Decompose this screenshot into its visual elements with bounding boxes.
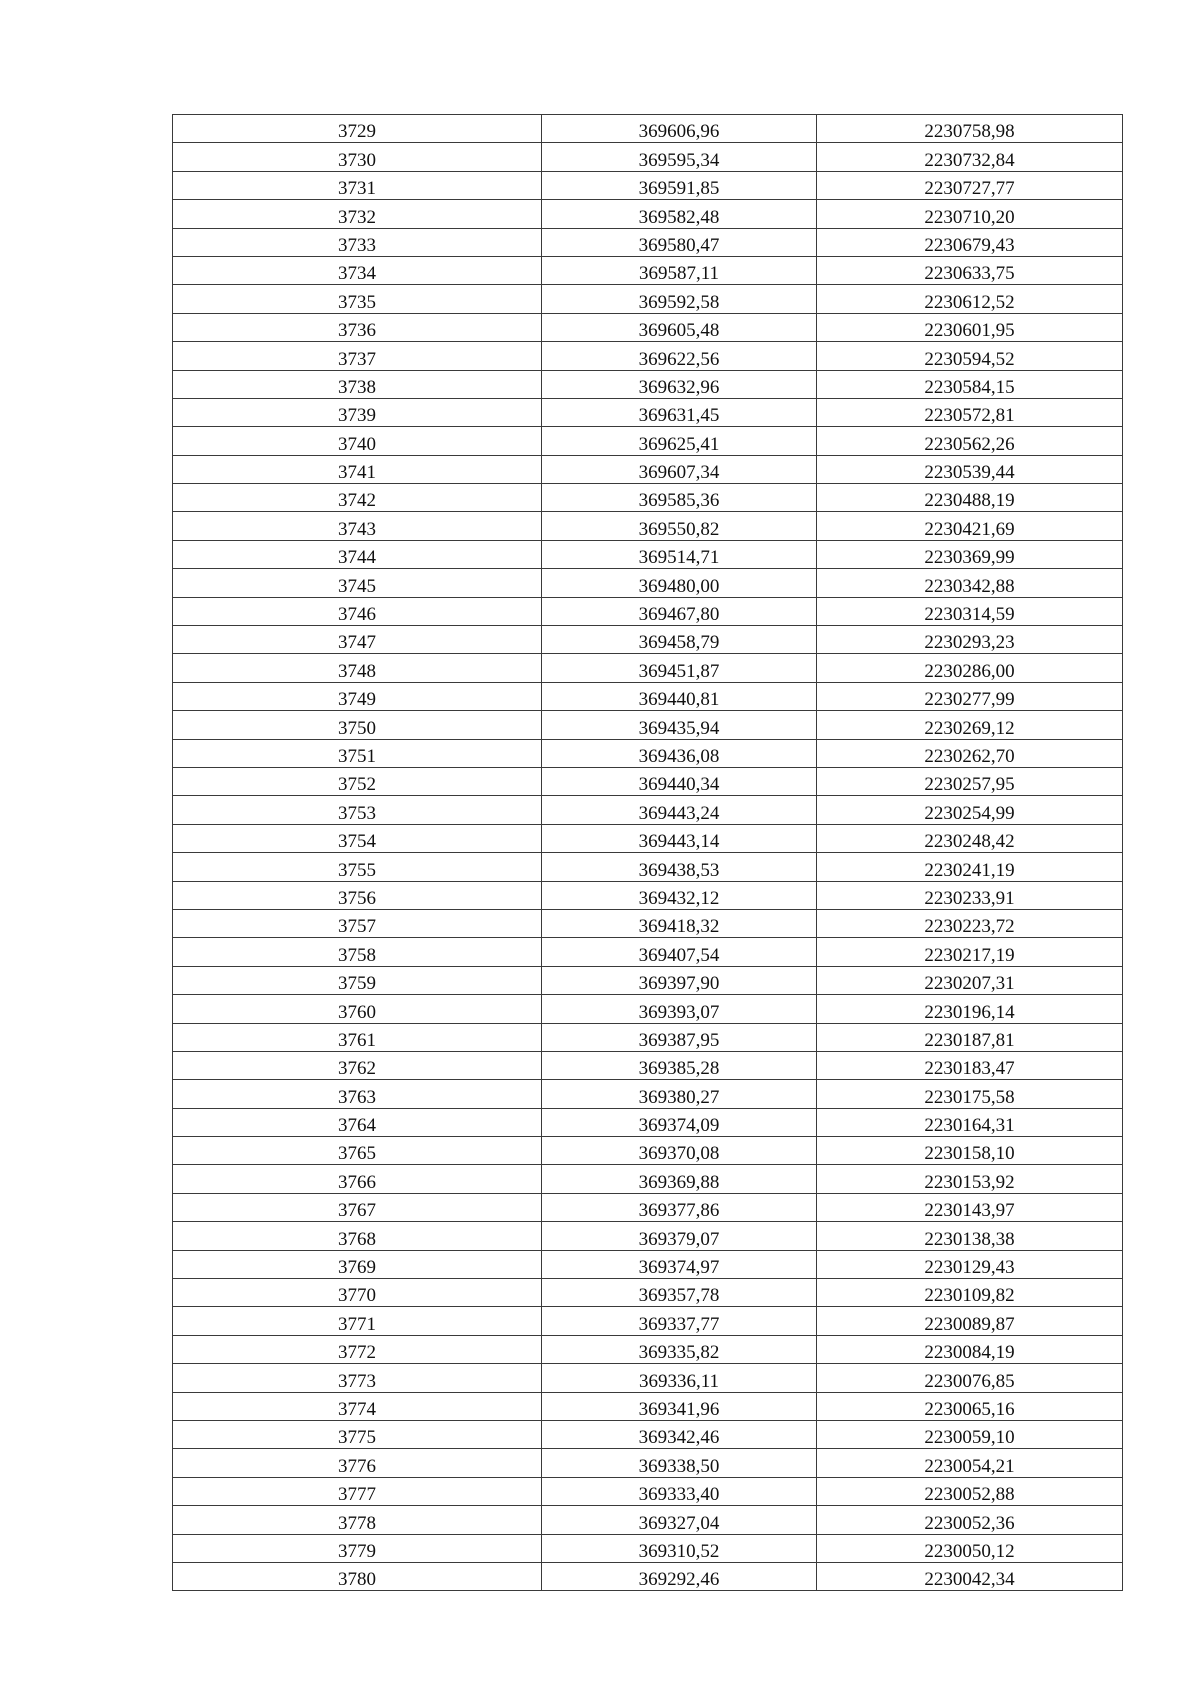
table-row (173, 1335, 1123, 1363)
x-coordinate-cell: 369582,48 (542, 200, 817, 228)
table-row (173, 398, 1123, 426)
x-coordinate-cell: 369407,54 (542, 938, 817, 966)
y-coordinate-cell: 2230277,99 (817, 682, 1123, 710)
point-number-cell: 3738 (173, 370, 542, 398)
point-number-cell: 3731 (173, 171, 542, 199)
y-coordinate-cell: 2230052,36 (817, 1506, 1123, 1534)
table-row (173, 1193, 1123, 1221)
point-number-cell: 3770 (173, 1279, 542, 1307)
y-coordinate-cell: 2230187,81 (817, 1023, 1123, 1051)
point-number-cell: 3771 (173, 1307, 542, 1335)
y-coordinate-cell: 2230109,82 (817, 1279, 1123, 1307)
table-row (173, 200, 1123, 228)
table-row (173, 1477, 1123, 1505)
y-coordinate-cell: 2230314,59 (817, 597, 1123, 625)
x-coordinate-cell: 369374,97 (542, 1250, 817, 1278)
point-number-cell: 3766 (173, 1165, 542, 1193)
y-coordinate-cell: 2230293,23 (817, 626, 1123, 654)
x-coordinate-cell: 369379,07 (542, 1222, 817, 1250)
table-row (173, 228, 1123, 256)
y-coordinate-cell: 2230254,99 (817, 796, 1123, 824)
x-coordinate-cell: 369342,46 (542, 1420, 817, 1448)
y-coordinate-cell: 2230257,95 (817, 767, 1123, 795)
y-coordinate-cell: 2230727,77 (817, 171, 1123, 199)
y-coordinate-cell: 2230601,95 (817, 313, 1123, 341)
point-number-cell: 3779 (173, 1534, 542, 1562)
coordinates-table-body (173, 115, 1123, 1591)
table-row (173, 1364, 1123, 1392)
y-coordinate-cell: 2230059,10 (817, 1420, 1123, 1448)
point-number-cell: 3772 (173, 1335, 542, 1363)
x-coordinate-cell: 369335,82 (542, 1335, 817, 1363)
x-coordinate-cell: 369622,56 (542, 342, 817, 370)
table-row (173, 540, 1123, 568)
x-coordinate-cell: 369387,95 (542, 1023, 817, 1051)
table-row (173, 1420, 1123, 1448)
x-coordinate-cell: 369606,96 (542, 115, 817, 143)
point-number-cell: 3767 (173, 1193, 542, 1221)
table-row (173, 853, 1123, 881)
table-row (173, 484, 1123, 512)
x-coordinate-cell: 369380,27 (542, 1080, 817, 1108)
table-row (173, 1250, 1123, 1278)
table-row (173, 1506, 1123, 1534)
x-coordinate-cell: 369337,77 (542, 1307, 817, 1335)
x-coordinate-cell: 369592,58 (542, 285, 817, 313)
table-row (173, 1222, 1123, 1250)
table-row (173, 1534, 1123, 1562)
point-number-cell: 3757 (173, 909, 542, 937)
x-coordinate-cell: 369591,85 (542, 171, 817, 199)
y-coordinate-cell: 2230183,47 (817, 1051, 1123, 1079)
table-row (173, 1562, 1123, 1590)
y-coordinate-cell: 2230488,19 (817, 484, 1123, 512)
table-row (173, 1080, 1123, 1108)
y-coordinate-cell: 2230217,19 (817, 938, 1123, 966)
table-row (173, 881, 1123, 909)
x-coordinate-cell: 369385,28 (542, 1051, 817, 1079)
y-coordinate-cell: 2230262,70 (817, 739, 1123, 767)
point-number-cell: 3735 (173, 285, 542, 313)
y-coordinate-cell: 2230084,19 (817, 1335, 1123, 1363)
x-coordinate-cell: 369418,32 (542, 909, 817, 937)
x-coordinate-cell: 369605,48 (542, 313, 817, 341)
y-coordinate-cell: 2230138,38 (817, 1222, 1123, 1250)
table-row (173, 171, 1123, 199)
table-row (173, 626, 1123, 654)
table-row (173, 1108, 1123, 1136)
table-row (173, 1165, 1123, 1193)
table-row (173, 569, 1123, 597)
table-row (173, 342, 1123, 370)
table-row (173, 143, 1123, 171)
table-row (173, 256, 1123, 284)
point-number-cell: 3758 (173, 938, 542, 966)
x-coordinate-cell: 369310,52 (542, 1534, 817, 1562)
x-coordinate-cell: 369436,08 (542, 739, 817, 767)
table-row (173, 427, 1123, 455)
table-row (173, 938, 1123, 966)
point-number-cell: 3764 (173, 1108, 542, 1136)
table-row (173, 1023, 1123, 1051)
x-coordinate-cell: 369631,45 (542, 398, 817, 426)
y-coordinate-cell: 2230369,99 (817, 540, 1123, 568)
table-row (173, 285, 1123, 313)
x-coordinate-cell: 369435,94 (542, 711, 817, 739)
table-row (173, 115, 1123, 143)
y-coordinate-cell: 2230539,44 (817, 455, 1123, 483)
y-coordinate-cell: 2230143,97 (817, 1193, 1123, 1221)
y-coordinate-cell: 2230233,91 (817, 881, 1123, 909)
table-row (173, 1051, 1123, 1079)
y-coordinate-cell: 2230612,52 (817, 285, 1123, 313)
y-coordinate-cell: 2230248,42 (817, 824, 1123, 852)
x-coordinate-cell: 369514,71 (542, 540, 817, 568)
x-coordinate-cell: 369443,24 (542, 796, 817, 824)
point-number-cell: 3780 (173, 1562, 542, 1590)
y-coordinate-cell: 2230164,31 (817, 1108, 1123, 1136)
x-coordinate-cell: 369327,04 (542, 1506, 817, 1534)
point-number-cell: 3768 (173, 1222, 542, 1250)
x-coordinate-cell: 369369,88 (542, 1165, 817, 1193)
point-number-cell: 3769 (173, 1250, 542, 1278)
y-coordinate-cell: 2230286,00 (817, 654, 1123, 682)
x-coordinate-cell: 369443,14 (542, 824, 817, 852)
x-coordinate-cell: 369458,79 (542, 626, 817, 654)
y-coordinate-cell: 2230175,58 (817, 1080, 1123, 1108)
table-row (173, 370, 1123, 398)
point-number-cell: 3741 (173, 455, 542, 483)
point-number-cell: 3733 (173, 228, 542, 256)
y-coordinate-cell: 2230269,12 (817, 711, 1123, 739)
point-number-cell: 3739 (173, 398, 542, 426)
table-row (173, 682, 1123, 710)
y-coordinate-cell: 2230065,16 (817, 1392, 1123, 1420)
x-coordinate-cell: 369377,86 (542, 1193, 817, 1221)
y-coordinate-cell: 2230129,43 (817, 1250, 1123, 1278)
point-number-cell: 3744 (173, 540, 542, 568)
x-coordinate-cell: 369467,80 (542, 597, 817, 625)
y-coordinate-cell: 2230633,75 (817, 256, 1123, 284)
y-coordinate-cell: 2230679,43 (817, 228, 1123, 256)
point-number-cell: 3777 (173, 1477, 542, 1505)
x-coordinate-cell: 369440,81 (542, 682, 817, 710)
table-row (173, 1449, 1123, 1477)
table-row (173, 739, 1123, 767)
x-coordinate-cell: 369480,00 (542, 569, 817, 597)
y-coordinate-cell: 2230054,21 (817, 1449, 1123, 1477)
x-coordinate-cell: 369438,53 (542, 853, 817, 881)
table-row (173, 455, 1123, 483)
y-coordinate-cell: 2230342,88 (817, 569, 1123, 597)
x-coordinate-cell: 369338,50 (542, 1449, 817, 1477)
y-coordinate-cell: 2230153,92 (817, 1165, 1123, 1193)
point-number-cell: 3749 (173, 682, 542, 710)
table-row (173, 796, 1123, 824)
x-coordinate-cell: 369595,34 (542, 143, 817, 171)
y-coordinate-cell: 2230572,81 (817, 398, 1123, 426)
y-coordinate-cell: 2230158,10 (817, 1137, 1123, 1165)
y-coordinate-cell: 2230758,98 (817, 115, 1123, 143)
point-number-cell: 3762 (173, 1051, 542, 1079)
point-number-cell: 3751 (173, 739, 542, 767)
x-coordinate-cell: 369607,34 (542, 455, 817, 483)
x-coordinate-cell: 369432,12 (542, 881, 817, 909)
point-number-cell: 3754 (173, 824, 542, 852)
x-coordinate-cell: 369374,09 (542, 1108, 817, 1136)
point-number-cell: 3776 (173, 1449, 542, 1477)
y-coordinate-cell: 2230052,88 (817, 1477, 1123, 1505)
y-coordinate-cell: 2230207,31 (817, 966, 1123, 994)
x-coordinate-cell: 369587,11 (542, 256, 817, 284)
table-row (173, 711, 1123, 739)
coordinates-table (172, 114, 1123, 1591)
point-number-cell: 3747 (173, 626, 542, 654)
x-coordinate-cell: 369370,08 (542, 1137, 817, 1165)
y-coordinate-cell: 2230196,14 (817, 995, 1123, 1023)
point-number-cell: 3752 (173, 767, 542, 795)
x-coordinate-cell: 369550,82 (542, 512, 817, 540)
table-row (173, 1137, 1123, 1165)
point-number-cell: 3765 (173, 1137, 542, 1165)
point-number-cell: 3763 (173, 1080, 542, 1108)
table-row (173, 966, 1123, 994)
y-coordinate-cell: 2230584,15 (817, 370, 1123, 398)
x-coordinate-cell: 369585,36 (542, 484, 817, 512)
point-number-cell: 3734 (173, 256, 542, 284)
y-coordinate-cell: 2230089,87 (817, 1307, 1123, 1335)
table-row (173, 313, 1123, 341)
point-number-cell: 3750 (173, 711, 542, 739)
table-row (173, 767, 1123, 795)
table-row (173, 654, 1123, 682)
table-row (173, 909, 1123, 937)
y-coordinate-cell: 2230732,84 (817, 143, 1123, 171)
y-coordinate-cell: 2230241,19 (817, 853, 1123, 881)
x-coordinate-cell: 369625,41 (542, 427, 817, 455)
y-coordinate-cell: 2230223,72 (817, 909, 1123, 937)
point-number-cell: 3742 (173, 484, 542, 512)
table-row (173, 824, 1123, 852)
point-number-cell: 3773 (173, 1364, 542, 1392)
table-row (173, 1392, 1123, 1420)
y-coordinate-cell: 2230042,34 (817, 1562, 1123, 1590)
point-number-cell: 3743 (173, 512, 542, 540)
x-coordinate-cell: 369357,78 (542, 1279, 817, 1307)
x-coordinate-cell: 369397,90 (542, 966, 817, 994)
y-coordinate-cell: 2230050,12 (817, 1534, 1123, 1562)
x-coordinate-cell: 369451,87 (542, 654, 817, 682)
y-coordinate-cell: 2230562,26 (817, 427, 1123, 455)
x-coordinate-cell: 369341,96 (542, 1392, 817, 1420)
point-number-cell: 3736 (173, 313, 542, 341)
x-coordinate-cell: 369292,46 (542, 1562, 817, 1590)
y-coordinate-cell: 2230421,69 (817, 512, 1123, 540)
table-row (173, 995, 1123, 1023)
table-row (173, 512, 1123, 540)
point-number-cell: 3761 (173, 1023, 542, 1051)
y-coordinate-cell: 2230076,85 (817, 1364, 1123, 1392)
x-coordinate-cell: 369632,96 (542, 370, 817, 398)
point-number-cell: 3730 (173, 143, 542, 171)
y-coordinate-cell: 2230594,52 (817, 342, 1123, 370)
point-number-cell: 3759 (173, 966, 542, 994)
point-number-cell: 3753 (173, 796, 542, 824)
point-number-cell: 3745 (173, 569, 542, 597)
x-coordinate-cell: 369336,11 (542, 1364, 817, 1392)
point-number-cell: 3756 (173, 881, 542, 909)
point-number-cell: 3737 (173, 342, 542, 370)
point-number-cell: 3732 (173, 200, 542, 228)
x-coordinate-cell: 369393,07 (542, 995, 817, 1023)
y-coordinate-cell: 2230710,20 (817, 200, 1123, 228)
table-row (173, 1307, 1123, 1335)
x-coordinate-cell: 369580,47 (542, 228, 817, 256)
x-coordinate-cell: 369333,40 (542, 1477, 817, 1505)
point-number-cell: 3774 (173, 1392, 542, 1420)
x-coordinate-cell: 369440,34 (542, 767, 817, 795)
point-number-cell: 3746 (173, 597, 542, 625)
point-number-cell: 3729 (173, 115, 542, 143)
point-number-cell: 3760 (173, 995, 542, 1023)
point-number-cell: 3775 (173, 1420, 542, 1448)
table-row (173, 1279, 1123, 1307)
table-row (173, 597, 1123, 625)
point-number-cell: 3740 (173, 427, 542, 455)
point-number-cell: 3748 (173, 654, 542, 682)
point-number-cell: 3778 (173, 1506, 542, 1534)
point-number-cell: 3755 (173, 853, 542, 881)
